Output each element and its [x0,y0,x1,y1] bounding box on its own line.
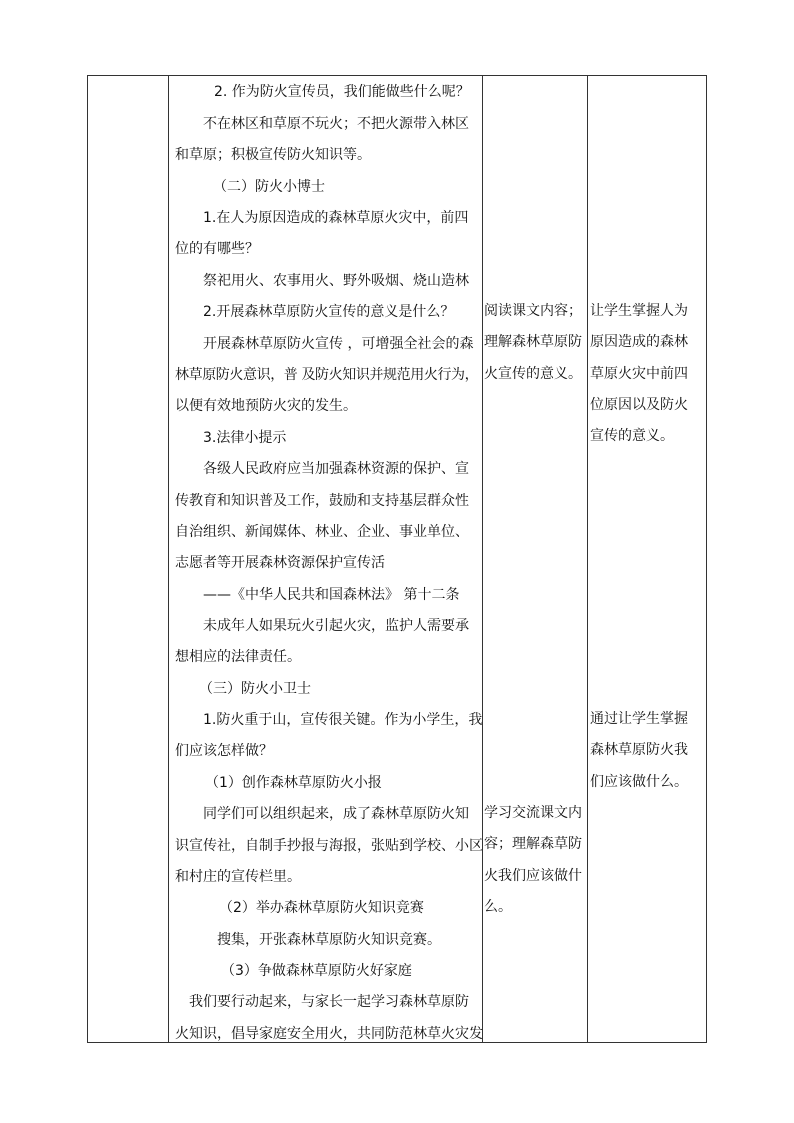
answer-text: 以便有效地预防火灾的发生。 [175,398,357,414]
column-divider [168,76,169,1042]
question-text: 们应该怎样做？ [175,743,273,759]
lesson-table [87,75,707,1043]
answer-text: 识宣传社，自制手抄报与海报，张贴到学校、小区 [175,838,483,854]
answer-text: 开展森林草原防火宣传 ，可增强全社会的森 [203,336,474,352]
law-text: 未成年人如果玩火引起火灾，监护人需要承 [203,618,469,634]
answer-text: 同学们可以组织起来，成了森林草原防火知 [203,806,469,822]
student-activity-cell: 学习交流课文内容；理解森草防火我们应该做什么。 [484,805,582,915]
design-intent-cell: 通过让学生掌握森林草原防火我们应该做什么。 [590,711,688,790]
section-heading: 3.法律小提示 [203,430,287,446]
subsection-heading: （3）争做森林草原防火好家庭 [221,963,412,979]
law-text: 自治组织、新闻媒体、林业、企业、事业单位、 [175,524,469,540]
law-text: 各级人民政府应当加强森林资源的保护、宣 [203,461,469,477]
answer-text: 和草原；积极宣传防火知识等。 [175,147,371,163]
section-heading: （二）防火小博士 [213,179,325,195]
column-divider [482,76,483,1042]
answer-text: 林草原防火意识，普 及防火知识并规范用火行为， [175,367,479,383]
subsection-heading: （2）举办森林草原防火知识竞赛 [219,900,424,916]
answer-text: 搜集，开张森林草原防火知识竞赛。 [217,932,441,948]
question-text: 位的有哪些？ [175,241,259,257]
question-text: 2.开展森林草原防火宣传的意义是什么？ [203,304,455,320]
answer-text: 和村庄的宣传栏里。 [175,869,301,885]
question-text: 1.防火重于山，宣传很关键。作为小学生，我 [203,712,483,728]
law-text: 想相应的法律责任。 [175,649,301,665]
question-text: 1.在人为原因造成的森林草原火灾中，前四 [203,210,469,226]
column-divider [587,76,588,1042]
law-citation: ——《中华人民共和国森林法》 第十二条 [203,587,460,603]
law-text: 志愿者等开展森林资源保护宣传活 [175,555,385,571]
answer-text: 火知识，倡导家庭安全用火，共同防范林草火灾发 [175,1026,483,1042]
section-heading: （三）防火小卫士 [199,681,311,697]
subsection-heading: （1）创作森林草原防火小报 [205,775,382,791]
answer-text: 祭祀用火、农事用火、野外吸烟、烧山造林 [203,273,469,289]
answer-text: 不在林区和草原不玩火；不把火源带入林区 [203,116,469,132]
answer-text: 我们要行动起来，与家长一起学习森林草原防 [189,994,469,1010]
student-activity-cell: 阅读课文内容；理解森林草原防火宣传的意义。 [484,303,582,382]
design-intent-cell: 让学生掌握人为原因造成的森林草原火灾中前四位原因以及防火宣传的意义。 [590,303,688,445]
question-text: 2. 作为防火宣传员，我们能做些什么呢？ [214,84,470,100]
law-text: 传教育和知识普及工作，鼓励和支持基层群众性 [175,493,469,509]
